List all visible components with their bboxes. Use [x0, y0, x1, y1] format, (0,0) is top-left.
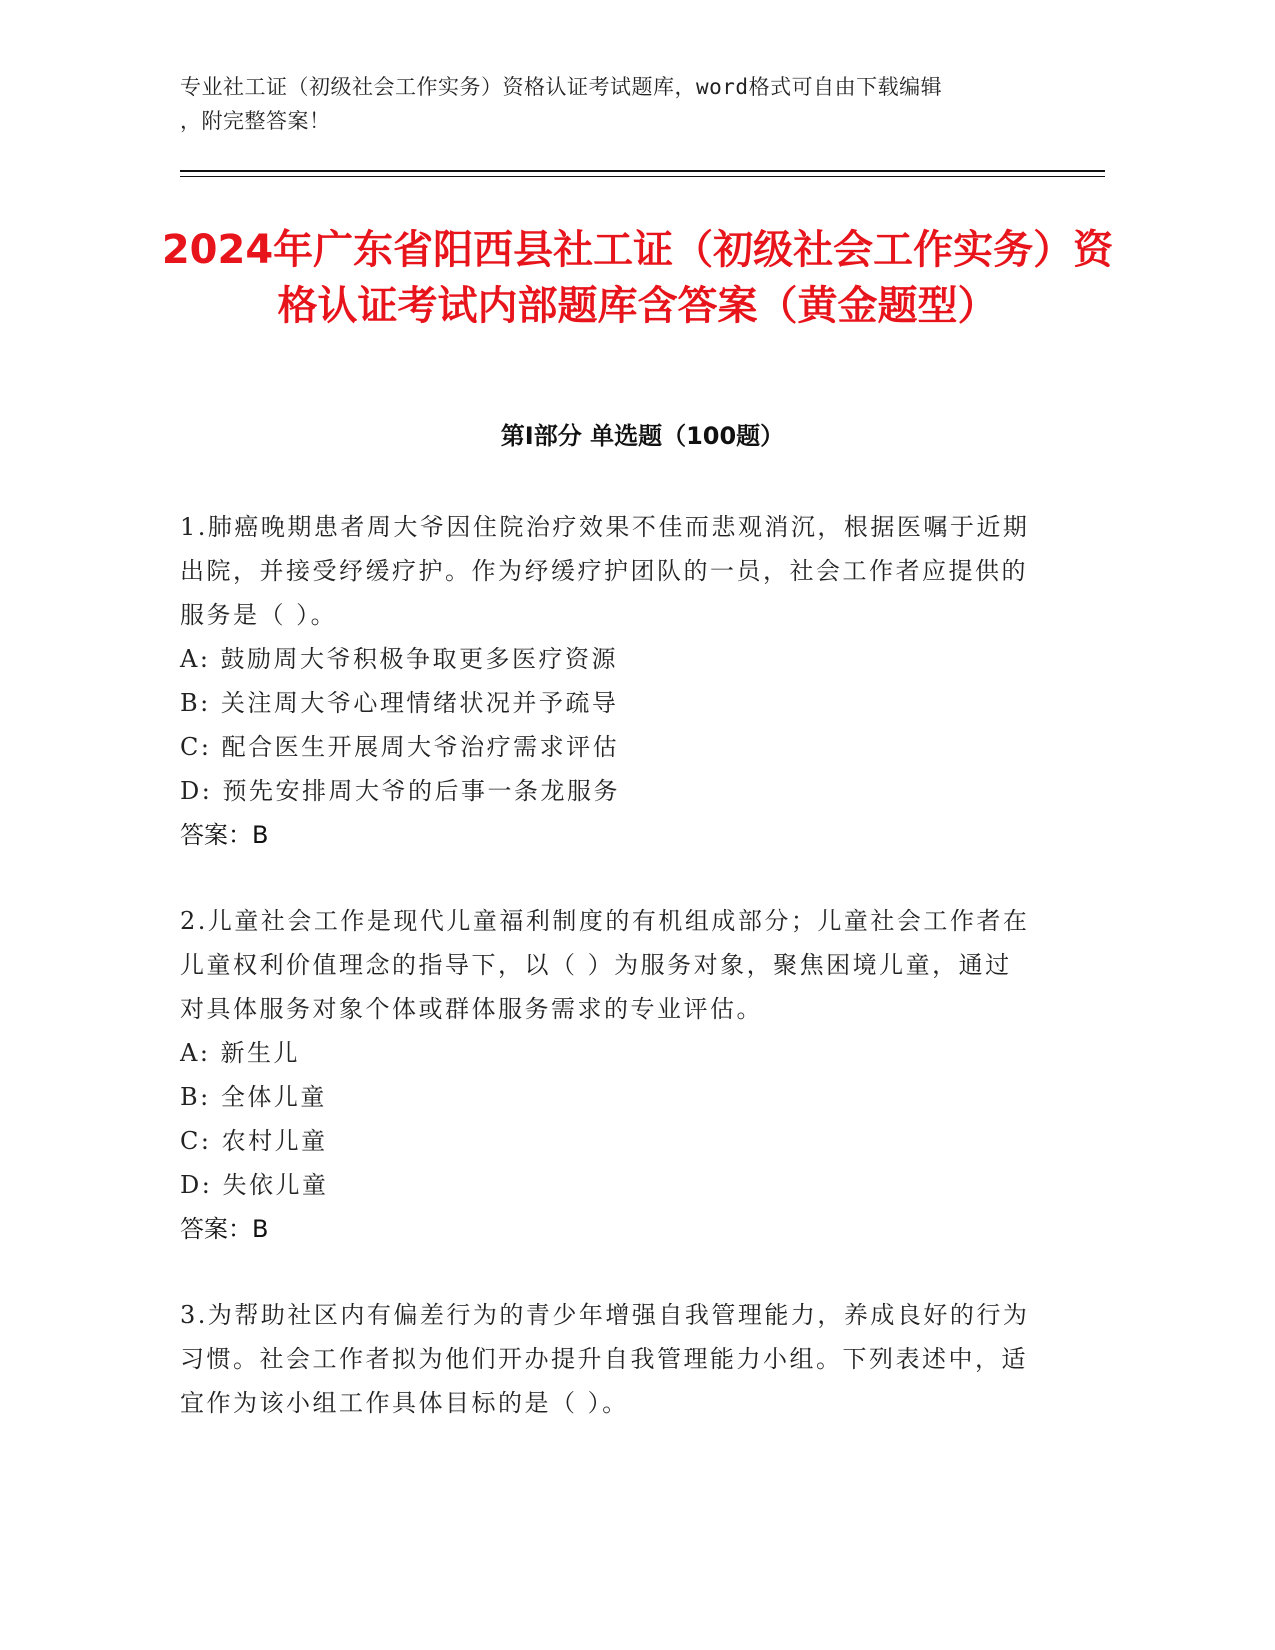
option-d: D: 预先安排周大爷的后事一条龙服务: [180, 777, 620, 805]
option-d: D: 失依儿童: [180, 1171, 329, 1199]
option-b: B: 关注周大爷心理情绪状况并予疏导: [180, 689, 619, 717]
header-divider-thin: [180, 176, 1105, 177]
question-1: [180, 505, 1030, 857]
answer-label: 答案：B: [180, 821, 269, 849]
question-2: [180, 899, 1030, 1251]
question-stem: 1.肺癌晚期患者周大爷因住院治疗效果不佳而悲观消沉，根据医嘱于近期出院，并接受纾缓疗护。作为纾缓疗护团队的一员，社会工作者应提供的服务是（ ）。: [180, 513, 1030, 629]
option-c: C: 配合医生开展周大爷治疗需求评估: [180, 733, 620, 761]
question-stem: 2.儿童社会工作是现代儿童福利制度的有机组成部分；儿童社会工作者在儿童权利价值理念的指导下，以（ ）为服务对象，聚焦困境儿童，通过对具体服务对象个体或群体服务需求的专业评估。: [180, 907, 1030, 1023]
header-note-line-1: 专业社工证（初级社会工作实务）资格认证考试题库，word格式可自由下载编辑: [180, 75, 943, 99]
question-list: [180, 505, 1030, 1467]
header-note-line-2: ，附完整答案！: [180, 109, 331, 133]
answer-label: 答案：B: [180, 1215, 269, 1243]
header-divider-thick: [180, 170, 1105, 172]
document-title: 2024年广东省阳西县社工证（初级社会工作实务）资格认证考试内部题库含答案（黄金题型）: [161, 227, 1114, 329]
option-a: A: 鼓励周大爷积极争取更多医疗资源: [180, 645, 619, 673]
question-3: [180, 1293, 1030, 1425]
option-b: B: 全体儿童: [180, 1083, 327, 1111]
section-title: 第I部分 单选题（100题）: [500, 422, 785, 450]
option-a: A: 新生儿: [180, 1039, 301, 1067]
question-stem: 3.为帮助社区内有偏差行为的青少年增强自我管理能力，养成良好的行为习惯。社会工作者拟为他们开办提升自我管理能力小组。下列表述中，适宜作为该小组工作具体目标的是（ ）。: [180, 1301, 1030, 1417]
header-note: [180, 70, 1100, 138]
option-c: C: 农村儿童: [180, 1127, 328, 1155]
